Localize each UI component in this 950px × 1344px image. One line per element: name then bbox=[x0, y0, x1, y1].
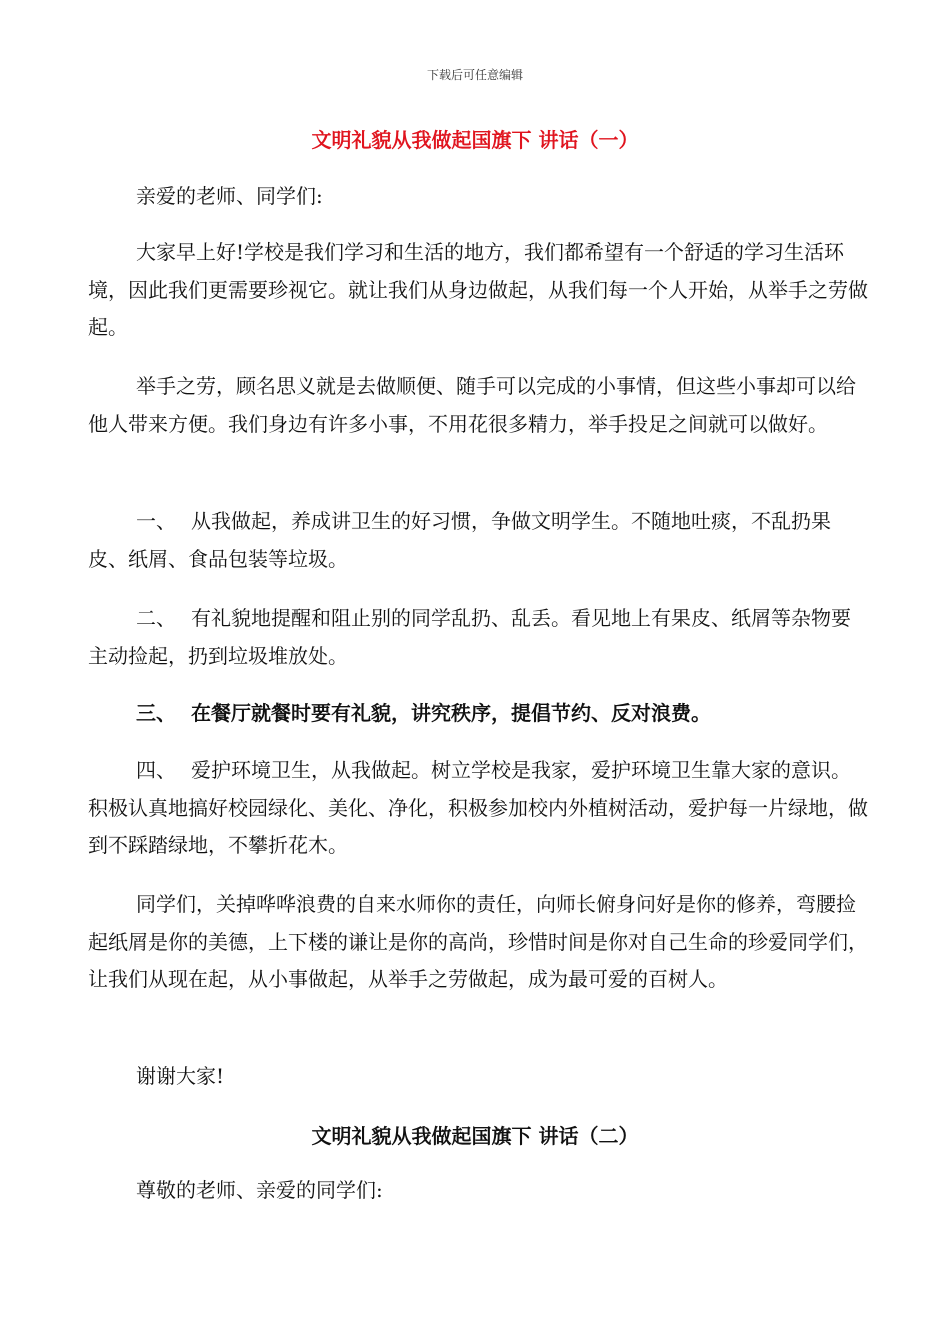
list-item-4 bbox=[88, 752, 868, 865]
greeting-1: 亲爱的老师、同学们: bbox=[136, 184, 323, 208]
thanks-line: 谢谢大家! bbox=[136, 1064, 225, 1088]
speech-title-2: 文明礼貌从我做起国旗下 讲话（二） bbox=[311, 1124, 639, 1148]
speech-title-1: 文明礼貌从我做起国旗下 讲话（一） bbox=[311, 128, 639, 152]
list-item-3 bbox=[88, 695, 868, 733]
page-header: 下载后可任意编辑 bbox=[426, 68, 523, 82]
list-item-2 bbox=[88, 600, 868, 675]
list-item-1-text: 从我做起，养成讲卫生的好习惯，争做文明学生。不随地吐痰，不乱扔果皮、纸屑、食品包装等垃圾。 bbox=[88, 509, 831, 571]
paragraph-closing: 同学们，关掉哗哗浪费的自来水师你的责任，向师长俯身问好是你的修养，弯腰捡起纸屑是你的美德，上下楼的谦让是你的高尚，珍惜时间是你对自己生命的珍爱同学们，让我们从现在起，从小事做起，从举手之劳做起，成为最可爱的百树人。 bbox=[88, 892, 868, 991]
list-item-3-text: 在餐厅就餐时要有礼貌，讲究秩序，提倡节约、反对浪费。 bbox=[191, 701, 711, 725]
list-item-2-text: 有礼貌地提醒和阻止别的同学乱扔、乱丢。看见地上有果皮、纸屑等杂物要主动捡起，扔到垃圾堆放处。 bbox=[88, 606, 851, 668]
greeting-2: 尊敬的老师、亲爱的同学们: bbox=[136, 1178, 383, 1202]
list-item-1 bbox=[88, 503, 868, 578]
list-item-4-text: 爱护环境卫生，从我做起。树立学校是我家，爱护环境卫生靠大家的意识。积极认真地搞好校园绿化、美化、净化，积极参加校内外植树活动，爱护每一片绿地，做到不踩踏绿地，不攀折花木。 bbox=[88, 758, 868, 857]
list-item-1-number: 一、 bbox=[136, 509, 176, 533]
paragraph-explanation: 举手之劳，顾名思义就是去做顺便、随手可以完成的小事情，但这些小事却可以给他人带来方便。我们身边有许多小事，不用花很多精力，举手投足之间就可以做好。 bbox=[88, 374, 856, 436]
list-item-4-number: 四、 bbox=[136, 758, 176, 782]
list-item-2-number: 二、 bbox=[136, 606, 176, 630]
paragraph-intro: 大家早上好!学校是我们学习和生活的地方，我们都希望有一个舒适的学习生活环境，因此我们更需要珍视它。就让我们从身边做起，从我们每一个人开始，从举手之劳做起。 bbox=[88, 240, 868, 339]
list-item-3-number: 三、 bbox=[136, 701, 176, 725]
